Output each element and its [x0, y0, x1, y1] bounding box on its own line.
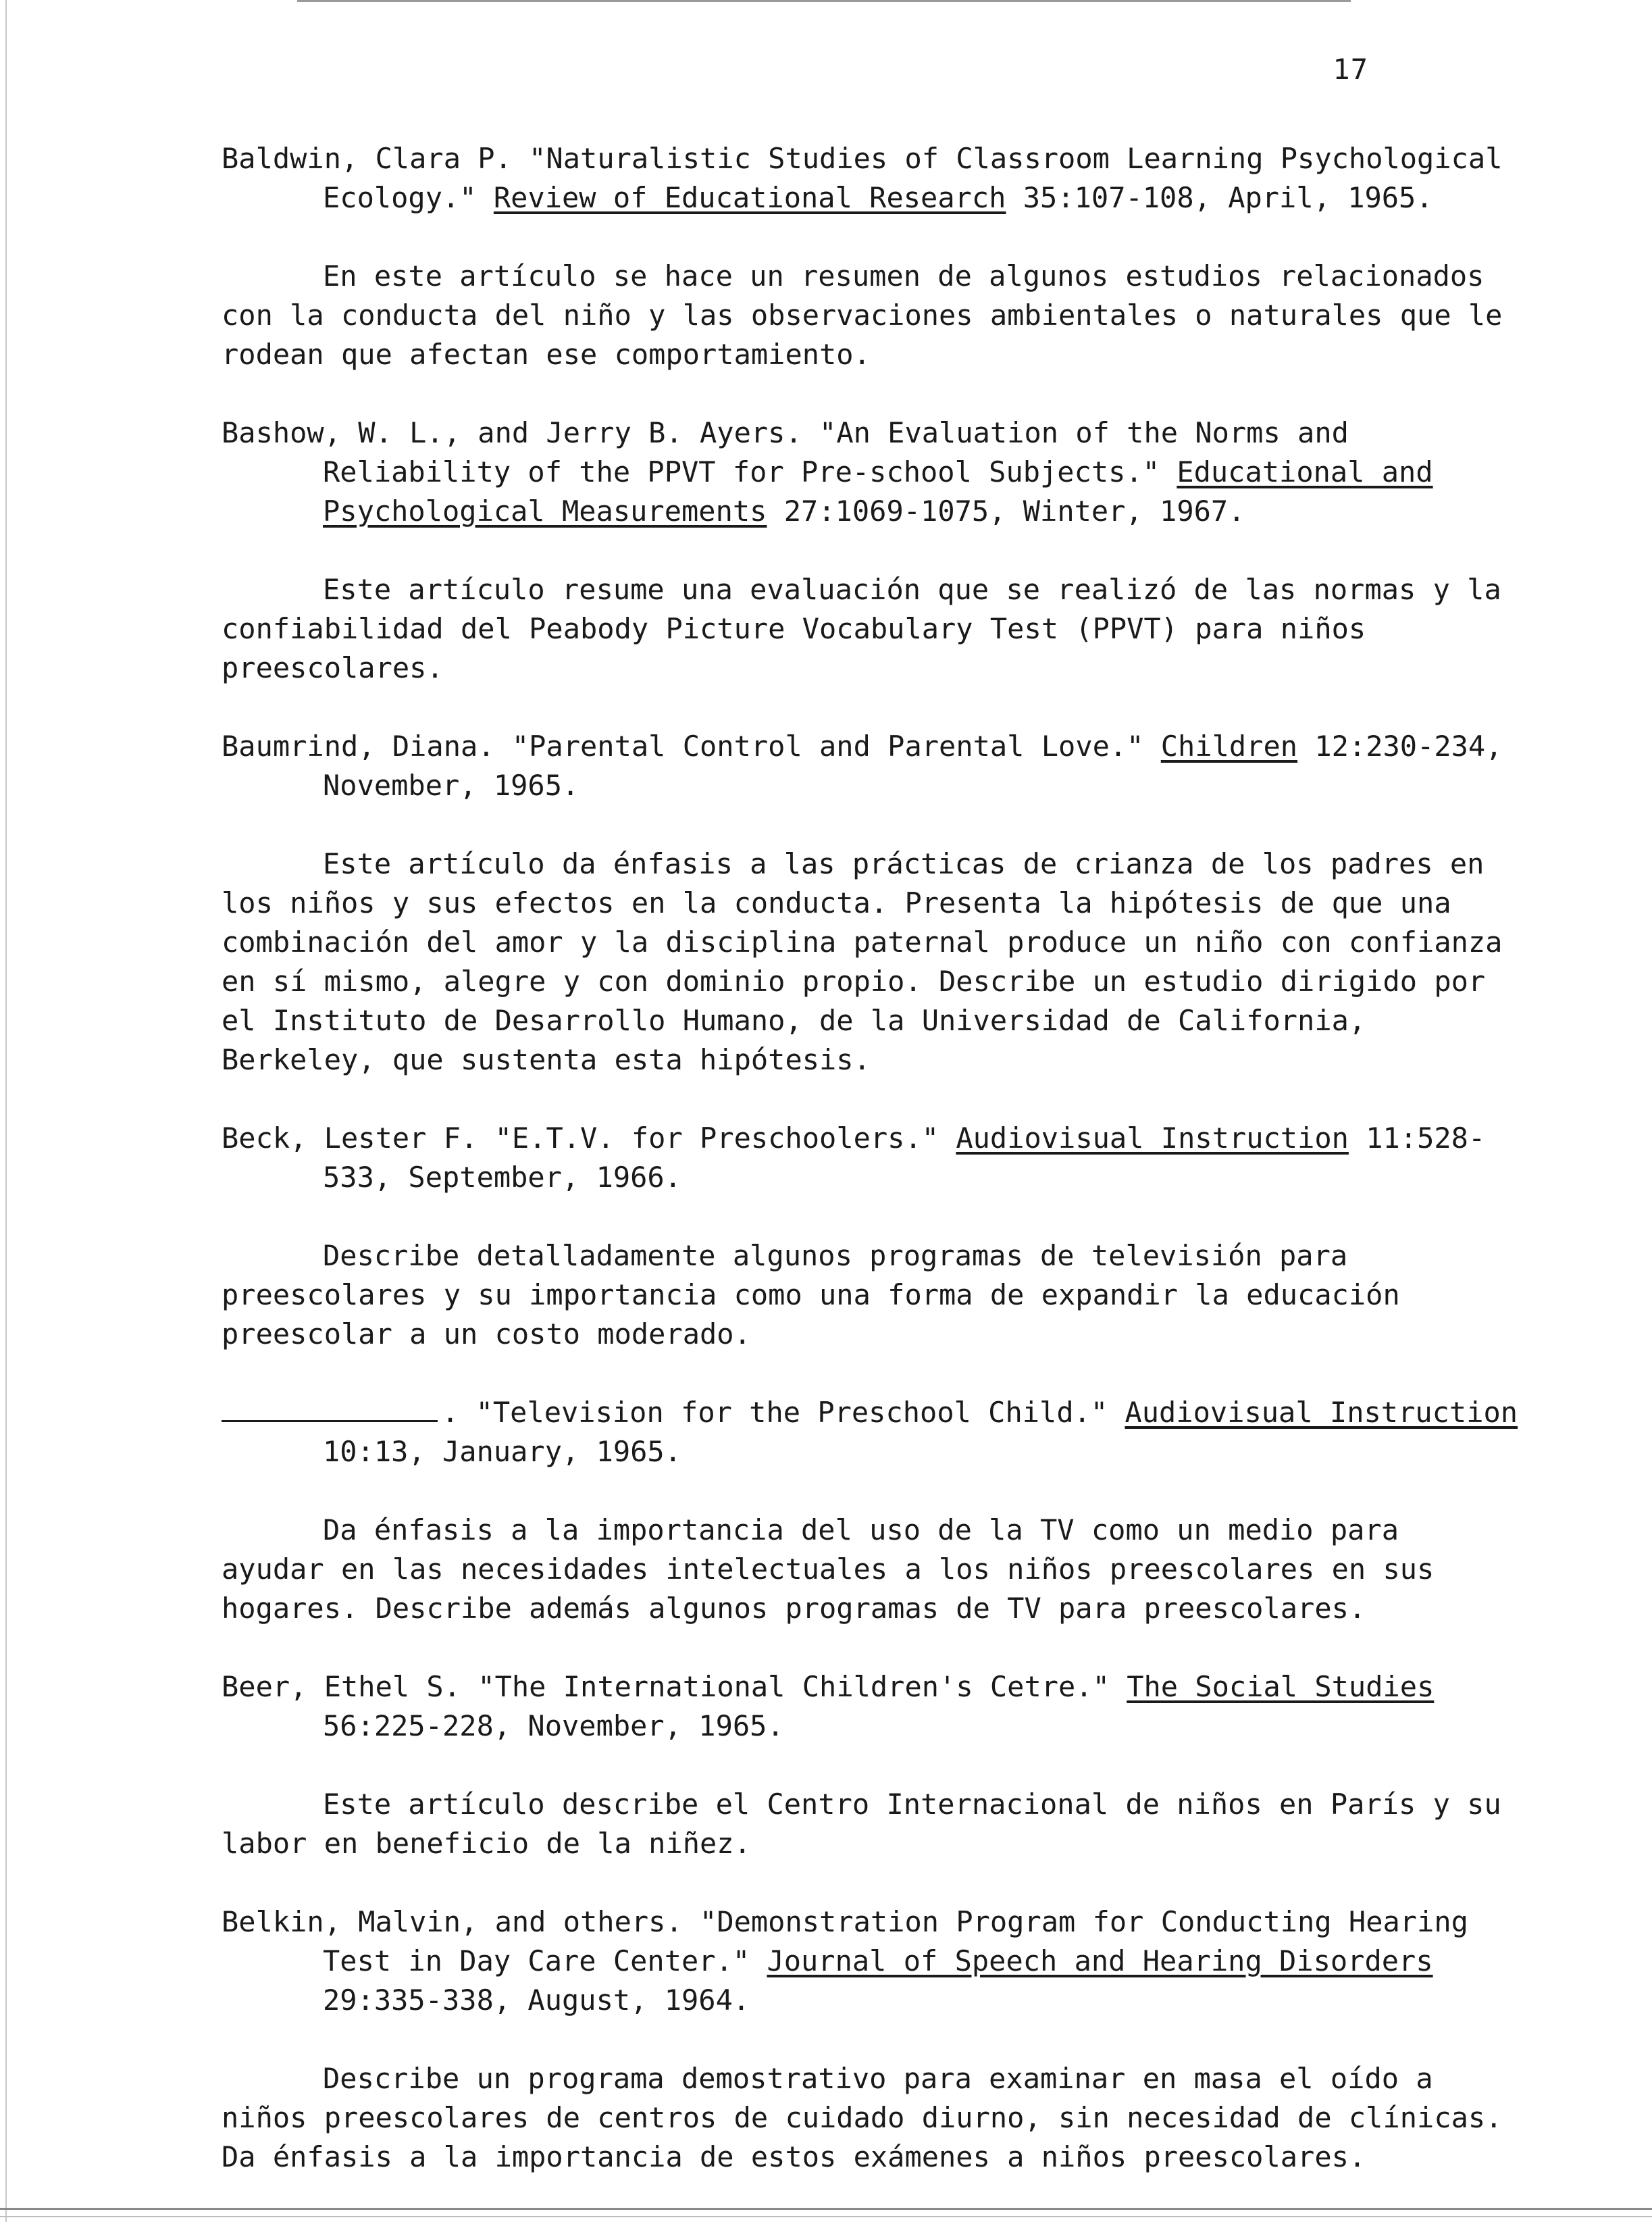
bibliography-entry [222, 413, 1518, 688]
citation [222, 413, 1518, 531]
citation-authors: . [442, 1396, 459, 1429]
citation-journal: Audiovisual Instruction [1125, 1396, 1518, 1429]
citation-authors: Belkin, Malvin, and others. [222, 1905, 683, 1938]
citation-journal: Journal of Speech and Hearing Disorders [767, 1944, 1433, 1977]
citation-authors: Baldwin, Clara P. [222, 142, 512, 175]
citation-title: "Naturalistic Studies of Classroom Learning Psychological Ecology." [323, 142, 1503, 214]
citation [222, 1667, 1518, 1746]
citation-details: 29:335-338, August, 1964. [323, 1984, 750, 2017]
bibliography-list [222, 139, 1518, 2216]
scan-edge-left [5, 0, 7, 2222]
citation-title: "E.T.V. for Preschoolers." [494, 1121, 939, 1155]
citation-authors: Baumrind, Diana. [222, 730, 495, 763]
scan-edge-top [297, 0, 1351, 2]
citation-details: 56:225-228, November, 1965. [323, 1709, 784, 1742]
citation [222, 1902, 1518, 2020]
citation-details: 10:13, January, 1965. [323, 1435, 682, 1468]
entry-summary: Este artículo da énfasis a las prácticas de crianza de los padres en los niños y sus efectos en la conducta. Presenta la hipótesis de que una combinación del amor y la disciplina paternal produce un niño con confianza en sí mismo, alegre y con dominio propio. Describe un estudio dirigido por el Instituto de Desarrollo Humano, de la Universidad de California, Berkeley, que sustenta esta hipótesis. [222, 847, 1503, 1076]
citation [222, 139, 1518, 218]
scan-edge-bottom-secondary [0, 2216, 1652, 2217]
citation-details: 12:230-234, November, 1965. [323, 730, 1503, 802]
bibliography-entry [222, 1667, 1518, 1863]
citation-title: "Demonstration Program for Conducting Hearing Test in Day Care Center." [323, 1905, 1468, 1977]
citation-details: 35:107-108, April, 1965. [1023, 181, 1433, 214]
citation-title: "An Evaluation of the Norms and Reliability of the PPVT for Pre-school Subjects." [323, 416, 1349, 488]
citation-title: "The International Children's Cetre." [477, 1670, 1110, 1703]
citation-authors: Bashow, W. L., and Jerry B. Ayers. [222, 416, 802, 449]
citation-journal: Children [1160, 730, 1298, 763]
bibliography-entry [222, 1902, 1518, 2177]
entry-summary: Describe un programa demostrativo para examinar en masa el oído a niños preescolares de centros de cuidado diurno, sin necesidad de clínicas. Da énfasis a la importancia de estos exámenes a niños preescolares. [222, 2062, 1503, 2173]
bibliography-entry [222, 1393, 1518, 1628]
entry-summary: Este artículo describe el Centro Internacional de niños en París y su labor en beneficio de la niñez. [222, 1788, 1501, 1860]
citation-authors: Beer, Ethel S. [222, 1670, 461, 1703]
bibliography-entry [222, 727, 1518, 1080]
citation-title: "Television for the Preschool Child." [475, 1396, 1108, 1429]
bibliography-entry [222, 1119, 1518, 1354]
citation [222, 727, 1518, 805]
ditto-author-rule [222, 1393, 438, 1422]
citation-journal: The Social Studies [1127, 1670, 1435, 1703]
bibliography-entry [222, 139, 1518, 374]
citation [222, 1119, 1518, 1197]
citation-journal: Review of Educational Research [493, 181, 1006, 214]
citation-details: 11:528-533, September, 1966. [323, 1121, 1486, 1194]
citation-journal: Educational and Psychological Measurements [323, 455, 1433, 528]
citation-details: 27:1069-1075, Winter, 1967. [783, 495, 1245, 528]
page-number: 17 [1333, 53, 1368, 86]
entry-summary: Da énfasis a la importancia del uso de la TV como un medio para ayudar en las necesidades intelectuales a los niños preescolares en sus hogares. Describe además algunos programas de TV para preescolares. [222, 1513, 1435, 1625]
citation-title: "Parental Control and Parental Love." [511, 730, 1144, 763]
entry-summary: Describe detalladamente algunos programas de televisión para preescolares y su importancia como una forma de expandir la educación preescolar a un costo moderado. [222, 1239, 1400, 1350]
citation [222, 1393, 1518, 1471]
entry-summary: Este artículo resume una evaluación que se realizó de las normas y la confiabilidad del Peabody Picture Vocabulary Test (PPVT) para niños preescolares. [222, 573, 1501, 684]
citation-authors: Beck, Lester F. [222, 1121, 478, 1155]
citation-journal: Audiovisual Instruction [956, 1121, 1349, 1155]
entry-summary: En este artículo se hace un resumen de algunos estudios relacionados con la conducta del niño y las observaciones ambientales o naturales que le rodean que afectan ese comportamiento. [222, 259, 1503, 371]
